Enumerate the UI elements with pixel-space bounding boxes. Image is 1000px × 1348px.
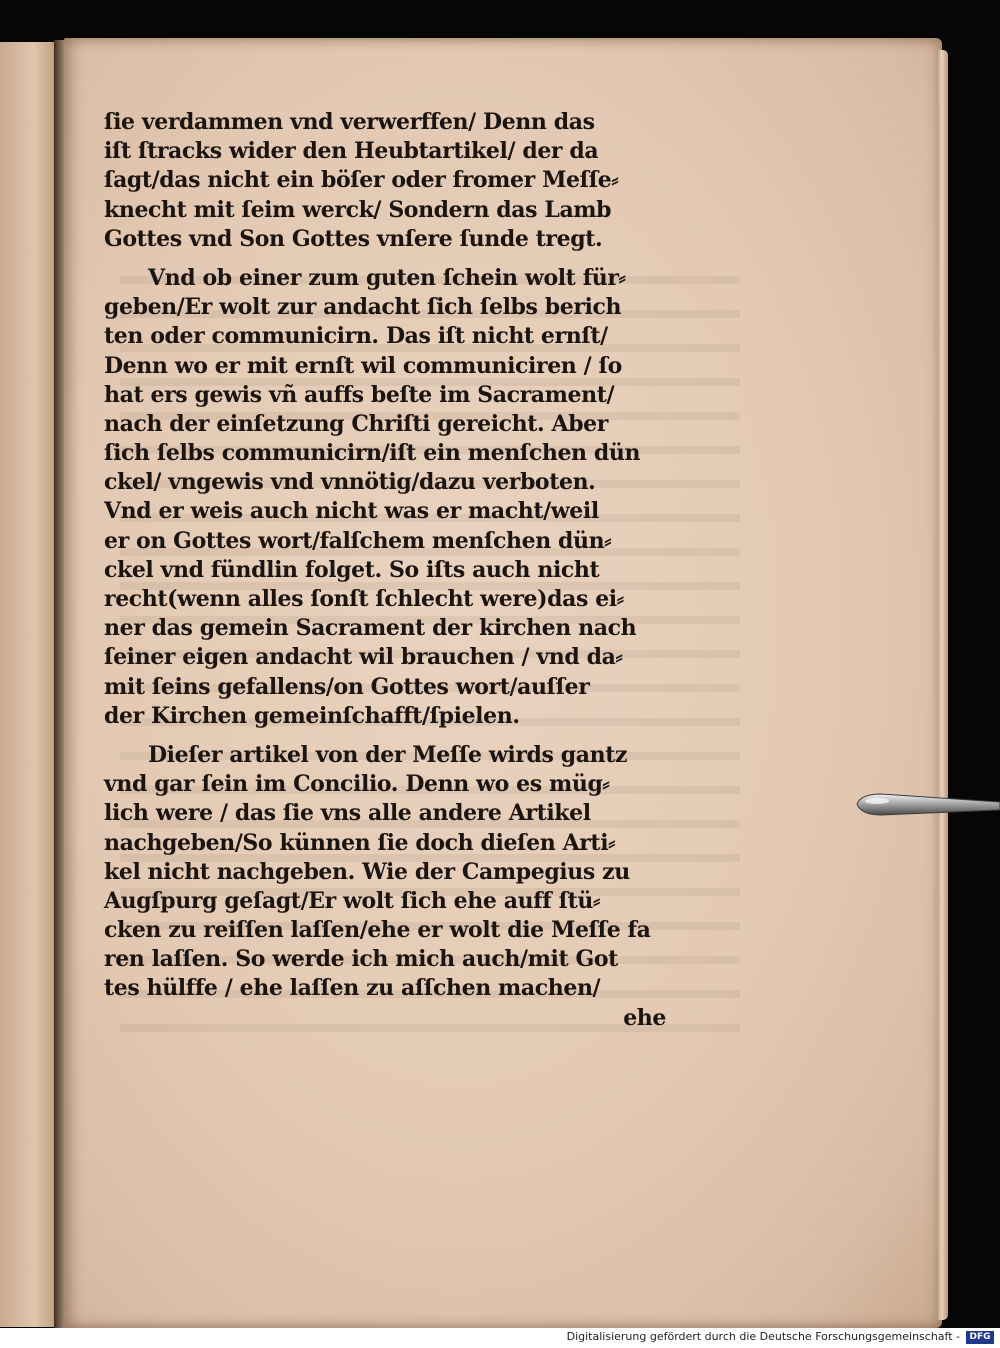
text-line: tes hülffe / ehe laſſen zu aſſchen machen/ xyxy=(104,975,601,1002)
text-line: mit ſeins gefallens/on Gottes wort/auſſer xyxy=(104,673,590,700)
text-line: ner das gemein Sacrament der kirchen nach xyxy=(104,615,637,642)
text-line: nach der einſetzung Chriſti gereicht. Aber xyxy=(104,410,608,437)
text-line: kel nicht nachgeben. Wie der Campegius zu xyxy=(104,858,630,885)
page-fore-edge xyxy=(938,50,948,1320)
dfg-logo: DFG xyxy=(966,1331,994,1344)
text-line: lich were / das ſie vns alle andere Artikel xyxy=(104,800,591,827)
footer-bar xyxy=(0,1328,1000,1348)
paragraph-start-line: Dieſer artikel von der Meſſe wirds gantz xyxy=(148,741,628,768)
text-line: Gottes vnd Son Gottes vnſere ſunde tregt. xyxy=(104,225,603,252)
text-line: Augſpurg geſagt/Er wolt ſich ehe auff ſtü⸗ xyxy=(104,887,600,914)
text-line: Vnd er weis auch nicht was er macht/weil xyxy=(104,498,599,525)
text-line: ren laſſen. So werde ich mich auch/mit Got xyxy=(104,946,618,973)
text-line: ſich ſelbs communicirn/iſt ein menſchen dün xyxy=(104,440,641,467)
text-line: hat ers gewis vñ auffs beſte im Sacrament/ xyxy=(104,381,615,408)
page-text xyxy=(104,108,684,1033)
text-line: ſie verdammen vnd verwerffen/ Denn das xyxy=(104,109,595,135)
text-line: iſt ſtracks wider den Heubtartikel/ der da xyxy=(104,138,599,165)
text-line: ckel/ vngewis vnd vnnötig/dazu verboten. xyxy=(104,469,596,496)
text-line: cken zu reiſſen laſſen/ehe er wolt die Meſſe fa xyxy=(104,917,651,944)
text-line: knecht mit ſeim werck/ Sondern das Lamb xyxy=(104,196,612,223)
text-line: der Kirchen gemeinſchafft/ſpielen. xyxy=(104,702,520,729)
text-line: ſagt/das nicht ein böſer oder fromer Meſſe⸗ xyxy=(104,167,619,194)
text-line: ten oder communicirn. Das iſt nicht ernſt/ xyxy=(104,323,608,350)
text-line: ſeiner eigen andacht wil brauchen / vnd da⸗ xyxy=(104,644,623,671)
text-line: vnd gar ſein im Concilio. Denn wo es müg⸗ xyxy=(104,771,610,798)
catchword: ehe xyxy=(623,1004,666,1031)
facing-page-edge xyxy=(0,42,62,1327)
paragraph-start-line: Vnd ob einer zum guten ſchein wolt für⸗ xyxy=(148,264,626,291)
text-line: recht(wenn alles ſonſt ſchlecht were)das ei⸗ xyxy=(104,586,624,612)
funding-notice: Digitalisierung gefördert durch die Deutsche Forschungsgemeinschaft - xyxy=(566,1330,960,1343)
text-line: er on Gottes wort/falſchem menſchen dün⸗ xyxy=(104,527,612,554)
page-pointer-needle xyxy=(855,790,1000,820)
text-line: ckel vnd fündlin folget. So iſts auch nicht xyxy=(104,556,600,583)
text-line: Denn wo er mit ernſt wil communiciren / ſo xyxy=(104,352,622,379)
text-line: geben/Er wolt zur andacht ſich ſelbs berich xyxy=(104,294,622,321)
text-line: nachgeben/So künnen ſie doch dieſen Arti⸗ xyxy=(104,829,616,856)
